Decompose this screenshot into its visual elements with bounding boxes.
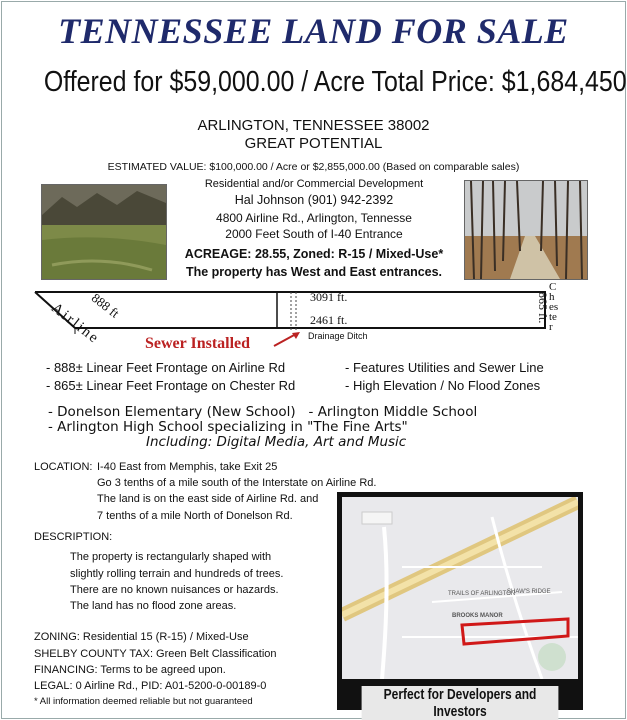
description-label: DESCRIPTION:: [34, 531, 113, 543]
feature-airline-frontage: - 888± Linear Feet Frontage on Airline Rd: [46, 360, 286, 375]
map-label: SHAW'S RIDGE: [507, 589, 551, 595]
road-airline-label: Airline: [48, 300, 103, 348]
financing-info: FINANCING: Terms to be agreed upon.: [34, 664, 226, 676]
map-caption-bg: [337, 686, 583, 720]
location-label: LOCATION:: [34, 461, 93, 473]
top-length-label: 3091 ft.: [310, 290, 348, 304]
feature-utilities: - Features Utilities and Sewer Line: [345, 360, 544, 375]
location-line: 7 tenths of a mile North of Donelson Rd.: [97, 510, 293, 522]
location-line: Go 3 tenths of a mile south of the Interstate on Airline Rd.: [97, 477, 377, 489]
page-title: TENNESSEE LAND FOR SALE: [58, 11, 569, 51]
right-frontage-label: 865 ft.: [536, 292, 550, 324]
bottom-length-label: 2461 ft.: [310, 313, 348, 327]
interstate-distance: 2000 Feet South of I-40 Entrance: [225, 227, 403, 241]
location-map: [337, 492, 583, 720]
dev-type: Residential and/or Commercial Development: [204, 178, 424, 190]
location-line: I-40 East from Memphis, take Exit 25: [97, 461, 278, 473]
feature-chester-frontage: - 865± Linear Feet Frontage on Chester Rd: [46, 378, 296, 393]
location-line: The land is on the east side of Airline Rd. and: [97, 493, 319, 505]
tax-info: SHELBY COUNTY TAX: Green Belt Classification: [34, 648, 277, 660]
estimated-value: ESTIMATED VALUE: $100,000.00 / Acre or $2,855,000.00 (Based on comparable sales): [107, 161, 520, 173]
feature-elevation: - High Elevation / No Flood Zones: [345, 378, 541, 393]
location-city: ARLINGTON, TENNESSEE 38002: [197, 117, 430, 134]
description-line: slightly rolling terrain and hundreds of trees.: [70, 568, 284, 580]
land-photo-left: [41, 184, 167, 280]
description-line: There are no known nuisances or hazards.: [70, 584, 279, 596]
description-line: The property is rectangularly shaped with: [70, 551, 272, 563]
schools-line-2: - Arlington High School specializing in "The Fine Arts": [48, 419, 408, 435]
disclaimer: * All information deemed reliable but not guaranteed: [34, 696, 253, 707]
entrances-note: The property has West and East entrances.: [185, 265, 443, 279]
map-label: TRAILS OF ARLINGTON: [448, 591, 516, 597]
sewer-installed-label: Sewer Installed: [145, 335, 251, 352]
sewer-arrow-icon: [272, 330, 304, 350]
left-frontage-label: 888 ft: [88, 290, 123, 321]
acreage-zoning: ACREAGE: 28.55, Zoned: R-15 / Mixed-Use*: [184, 247, 444, 261]
road-chester-label: Chester: [549, 281, 559, 333]
contact-name-phone: Hal Johnson (901) 942-2392: [234, 193, 394, 207]
drainage-ditch-label: Drainage Ditch: [308, 331, 368, 341]
legal-info: LEGAL: 0 Airline Rd., PID: A01-5200-0-00189-0: [34, 680, 267, 692]
price-offer: Offered for $59,000.00 / Acre Total Price: $1,684,450: [43, 66, 627, 98]
schools-line-1: - Donelson Elementary (New School) - Arlington Middle School: [48, 404, 478, 420]
land-photo-right: [464, 180, 588, 280]
map-label: BROOKS MANOR: [452, 613, 503, 619]
property-address: 4800 Airline Rd., Arlington, Tennesse: [216, 211, 412, 225]
map-area: [342, 497, 578, 679]
map-caption: Perfect for Developers and Investors: [362, 686, 559, 720]
zoning-info: ZONING: Residential 15 (R-15) / Mixed-Use: [34, 631, 249, 643]
headline: GREAT POTENTIAL: [244, 135, 383, 152]
schools-line-3: Including: Digital Media, Art and Music: [146, 434, 407, 450]
description-line: The land has no flood zone areas.: [70, 600, 237, 612]
